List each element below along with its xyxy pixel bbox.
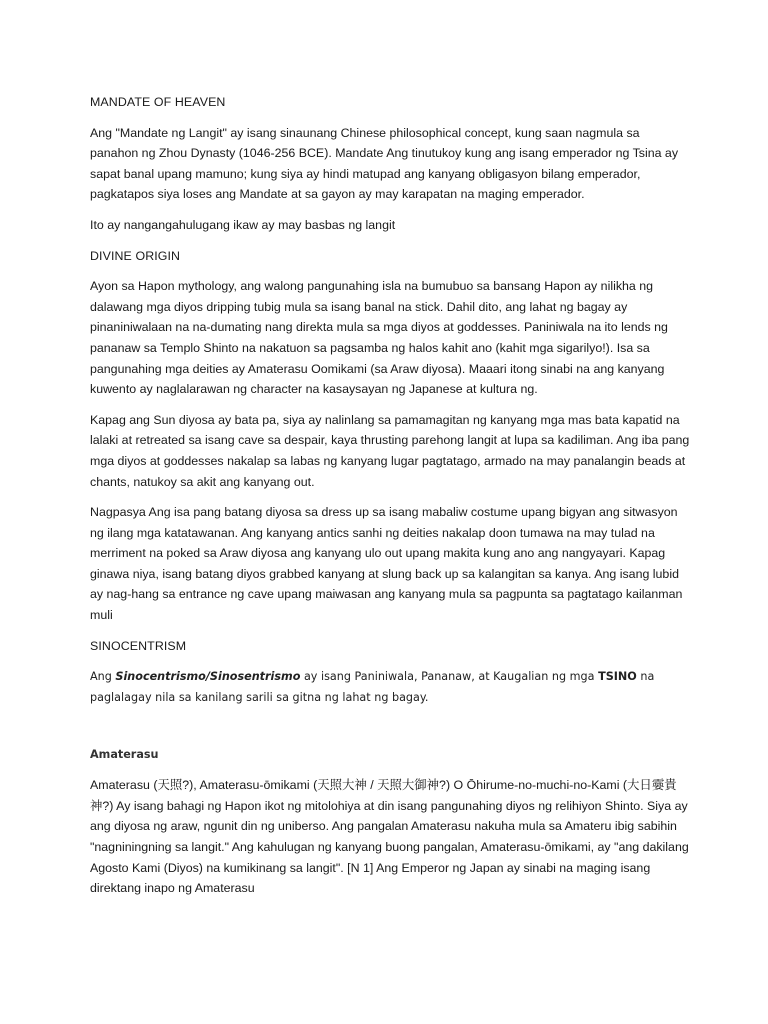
paragraph-divine-origin-2: Kapag ang Sun diyosa ay bata pa, siya ay nalinlang sa pamamagitan ng kanyang mga mas bata kapatid na lalaki at retreated sa isang cave sa despair, kaya thrusting parehong langit at lupa sa kadiliman. Ang iba pang mga diyos at goddesses nakalap sa labas ng kanyang lugar pagtatago, armado na may panalangin beads at chants, natukoy sa akit ang kanyang out.: [90, 412, 690, 489]
sino-term: Sinocentrismo/Sinosentrismo: [115, 670, 301, 684]
sino-mid-text: ay isang Paniniwala, Pananaw, at Kaugalian ng mga: [300, 670, 599, 684]
paragraph-sinocentrism: [90, 666, 690, 708]
paragraph-mandate-meaning: Ito ay nangangahulugang ikaw ay may basbas ng langit: [90, 217, 396, 232]
paragraph-divine-origin-3: Nagpasya Ang isa pang batang diyosa sa dress up sa isang mabaliw costume upang bigyan ang sitwasyon ng ilang mga katatawanan. Ang kanyang antics sanhi ng deities nakalap doon tumawa na may tulad na merriment na poked sa Araw diyosa ang kanyang ulo out upang makita kung ano ang nangyayari. Kapag ginawa niya, isang batang diyos grabbed kanyang at slung back up sa kalangitan sa kanya. Ang isang lubid ay nag-hang sa entrance ng cave upang maiwasan ang kanyang mula sa pagpunta sa pagtatago kailanman muli: [90, 505, 683, 623]
sino-strong-word: TSINO: [598, 670, 637, 684]
heading-sinocentrism: SINOCENTRISM: [90, 638, 187, 653]
document-page: [90, 92, 690, 909]
heading-divine-origin: DIVINE ORIGIN: [90, 248, 181, 263]
sino-tail-text: na paglalagay nila sa kanilang sarili sa gitna ng lahat ng bagay.: [90, 670, 655, 705]
paragraph-mandate-definition: Ang "Mandate ng Langit" ay isang sinaunang Chinese philosophical concept, kung saan nagmula sa panahon ng Zhou Dynasty (1046-256 BCE). Mandate Ang tinutukoy kung ang isang emperador ng Tsina ay sapat banal upang mamuno; kung siya ay hindi matupad ang kanyang obligasyon bilang emperador, pagkatapos siya loses ang Mandate at sa gayon ay may karapatan na maging emperador.: [90, 125, 679, 202]
paragraph-divine-origin-1: Ayon sa Hapon mythology, ang walong pangunahing isla na bumubuo sa bansang Hapon ay nilikha ng dalawang mga diyos dripping tubig mula sa isang banal na stick. Dahil dito, ang lahat ng bagay ay pinaniniwalaan na na-dumating nang direkta mula sa mga diyos at goddesses. Paniniwala na ito lends ng pananaw sa Templo Shinto na nakatuon sa pagsamba ng halos kahit ano (kahit mga sigarilyo!). Isa sa pangunahing mga deities ay Amaterasu Oomikami (sa Araw diyosa). Maaari itong sinabi na ang kanyang kuwento ay naglalarawan ng character na kasaysayan ng Japanese at kultura ng.: [90, 279, 668, 397]
heading-amaterasu: Amaterasu: [90, 748, 159, 762]
paragraph-amaterasu: Amaterasu (天照?), Amaterasu-ōmikami (天照大神 / 天照大御神?) O Ōhirume-no-muchi-no-Kami (大日孁貴神?) Ay isang bahagi ng Hapon ikot ng mitolohiya at din isang pangunahing diyos ng relihiyon Shinto. Siya ay ang diyosa ng araw, ngunit din ng uniberso. Ang pangalan Amaterasu nakuha mula sa Amateru ibig sabihin "nagniningning sa langit." Ang kahulugan ng kanyang buong pangalan, Amaterasu-ōmikami, ay "ang dakilang Agosto Kami (Diyos) na kumikinang sa langit". [N 1] Ang Emperor ng Japan ay sinabi na maging isang direktang inapo ng Amaterasu: [90, 778, 689, 896]
heading-mandate-of-heaven: MANDATE OF HEAVEN: [90, 95, 226, 109]
section-spacer: [90, 708, 690, 745]
sino-lead-text: Ang: [90, 670, 116, 684]
